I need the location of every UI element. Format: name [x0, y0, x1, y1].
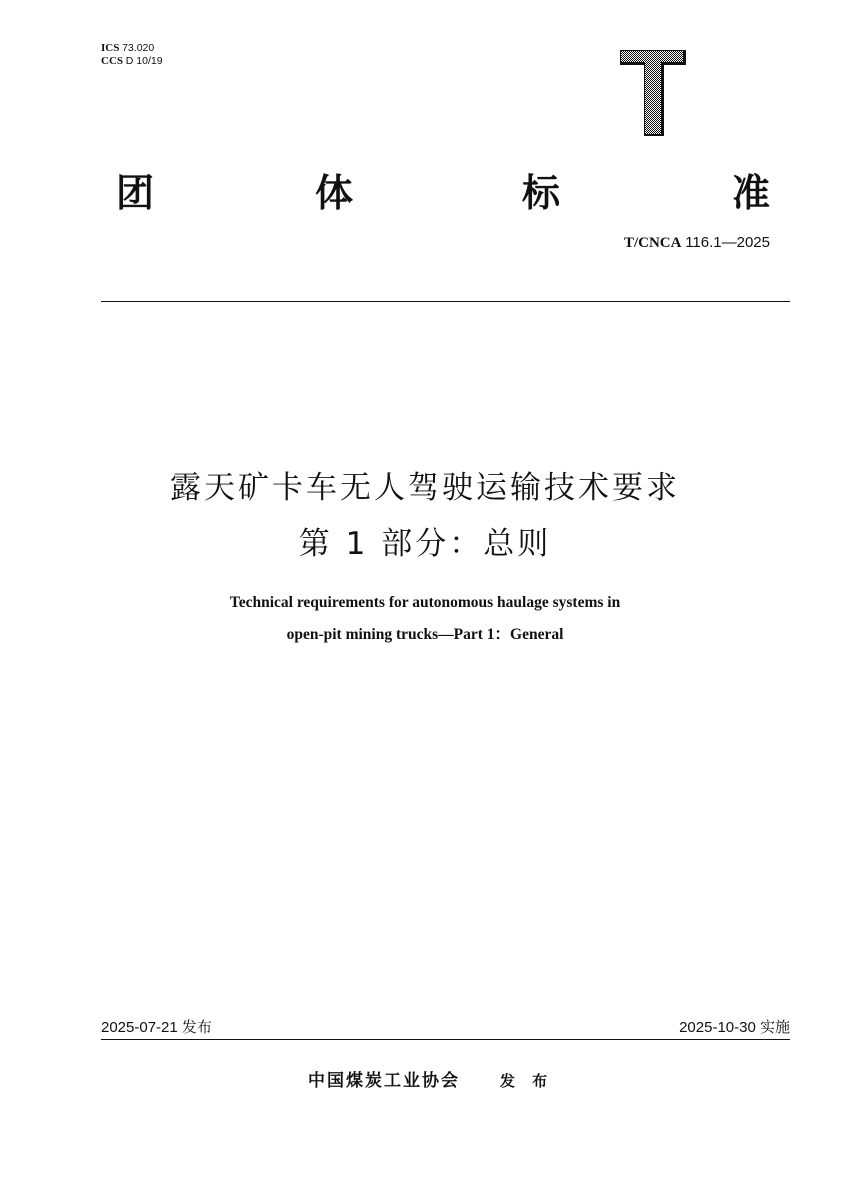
- standard-type-char: 团: [116, 171, 155, 215]
- publisher-organization: 中国煤炭工业协会: [308, 1071, 460, 1091]
- classification-codes: [101, 42, 163, 68]
- ccs-code: [101, 55, 163, 68]
- ics-value: 73.020: [122, 42, 155, 54]
- english-title-line-1: Technical requirements for autonomous haulage systems in: [229, 594, 621, 611]
- publisher: [308, 1066, 547, 1091]
- standard-number-prefix: T/CNCA: [623, 235, 682, 251]
- chinese-title-line-2: 第 1 部分：总则: [298, 526, 552, 562]
- footer-divider: [101, 1039, 790, 1040]
- standard-type-char: 体: [315, 171, 354, 215]
- english-title-line-2: open-pit mining trucks—Part 1：General: [286, 626, 564, 643]
- issue-date: 2025-07-21 发布: [101, 1019, 212, 1036]
- header-divider: [101, 301, 790, 302]
- implementation-date: 2025-10-30 实施: [679, 1019, 790, 1036]
- standard-type-char: 准: [732, 171, 771, 215]
- publisher-action: 发 布: [499, 1072, 548, 1090]
- ics-code: [101, 42, 163, 55]
- standard-type-heading: [116, 168, 776, 218]
- ccs-label: CCS: [101, 55, 124, 67]
- ics-label: ICS: [101, 42, 120, 54]
- ccs-value: D 10/19: [125, 55, 163, 67]
- date-row: [101, 1016, 790, 1038]
- standard-type-char: 标: [522, 171, 561, 215]
- standard-T-logo-icon: [620, 50, 686, 136]
- standard-number: [624, 234, 770, 252]
- chinese-title-line-1: 露天矿卡车无人驾驶运输技术要求: [170, 470, 680, 506]
- standard-number-value: 116.1—2025: [685, 234, 770, 251]
